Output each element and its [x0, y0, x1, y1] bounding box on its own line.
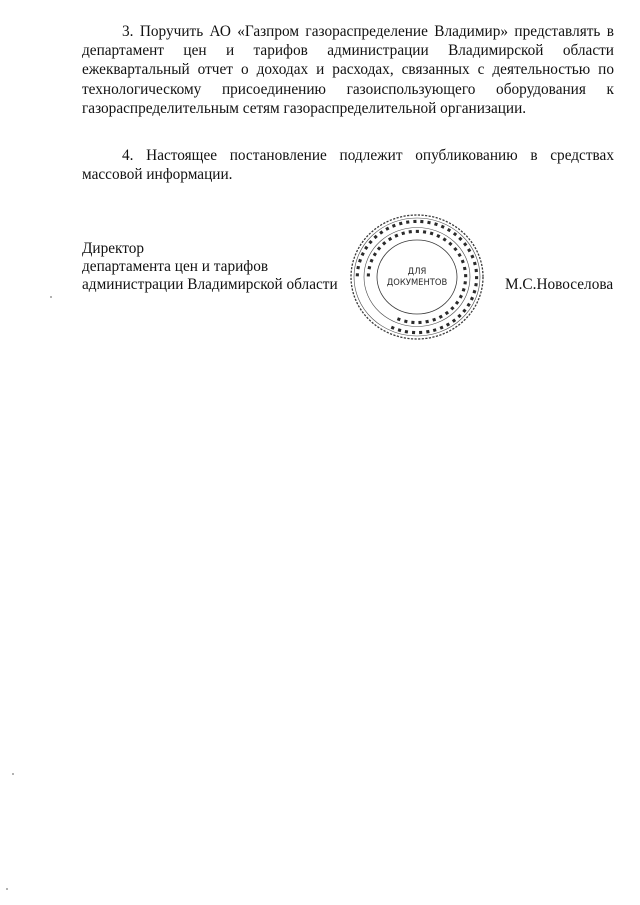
scan-speck	[6, 888, 8, 890]
seal-center-line-1: ДЛЯ	[407, 266, 427, 276]
signature-title-line-2: департамента цен и тарифов	[82, 257, 269, 275]
scan-speck	[12, 773, 14, 775]
paragraph-item-3: 3. Поручить АО «Газпром газораспределение Владимир» представлять в департамент цен и тарифов администрации Владимирской области ежеквартальный отчет о доходах и расходах, связанных с деятельностью по технологическому присоединению газоиспользующего оборудования к газораспределительным сетям газораспределительной организации.	[82, 23, 614, 117]
seal-ring-lettering-inner: ▪ ▪ ▪ ▪ ▪ ▪ ▪ ▪ ▪ ▪ ▪ ▪ ▪ ▪ ▪ ▪ ▪ ▪ ▪ ▪ ▪ ▪ ▪ ▪ ▪ ▪ ▪ ▪ ▪ ▪ ▪ ▪ ▪ ▪	[364, 227, 470, 327]
paragraph-item-4: 4. Настоящее постановление подлежит опубликованию в средствах массовой информации.	[82, 147, 614, 184]
seal-ring-lettering-outer: ▪ ▪ ▪ ▪ ▪ ▪ ▪ ▪ ▪ ▪ ▪ ▪ ▪ ▪ ▪ ▪ ▪ ▪ ▪ ▪ ▪ ▪ ▪ ▪ ▪ ▪ ▪ ▪ ▪ ▪ ▪ ▪ ▪ ▪ ▪ ▪ ▪ ▪ ▪ ▪ ▪ ▪	[353, 217, 481, 337]
scan-speck	[50, 296, 52, 298]
signature-position-block	[82, 240, 352, 293]
official-seal-stamp	[338, 208, 496, 346]
signature-title-line-1: Директор	[82, 240, 145, 257]
seal-center-line-2: ДОКУМЕНТОВ	[386, 277, 448, 287]
signatory-name: М.С.Новоселова	[505, 276, 614, 293]
signature-title-line-3: администрации Владимирской области	[82, 275, 338, 293]
seal-graphic	[338, 208, 496, 346]
